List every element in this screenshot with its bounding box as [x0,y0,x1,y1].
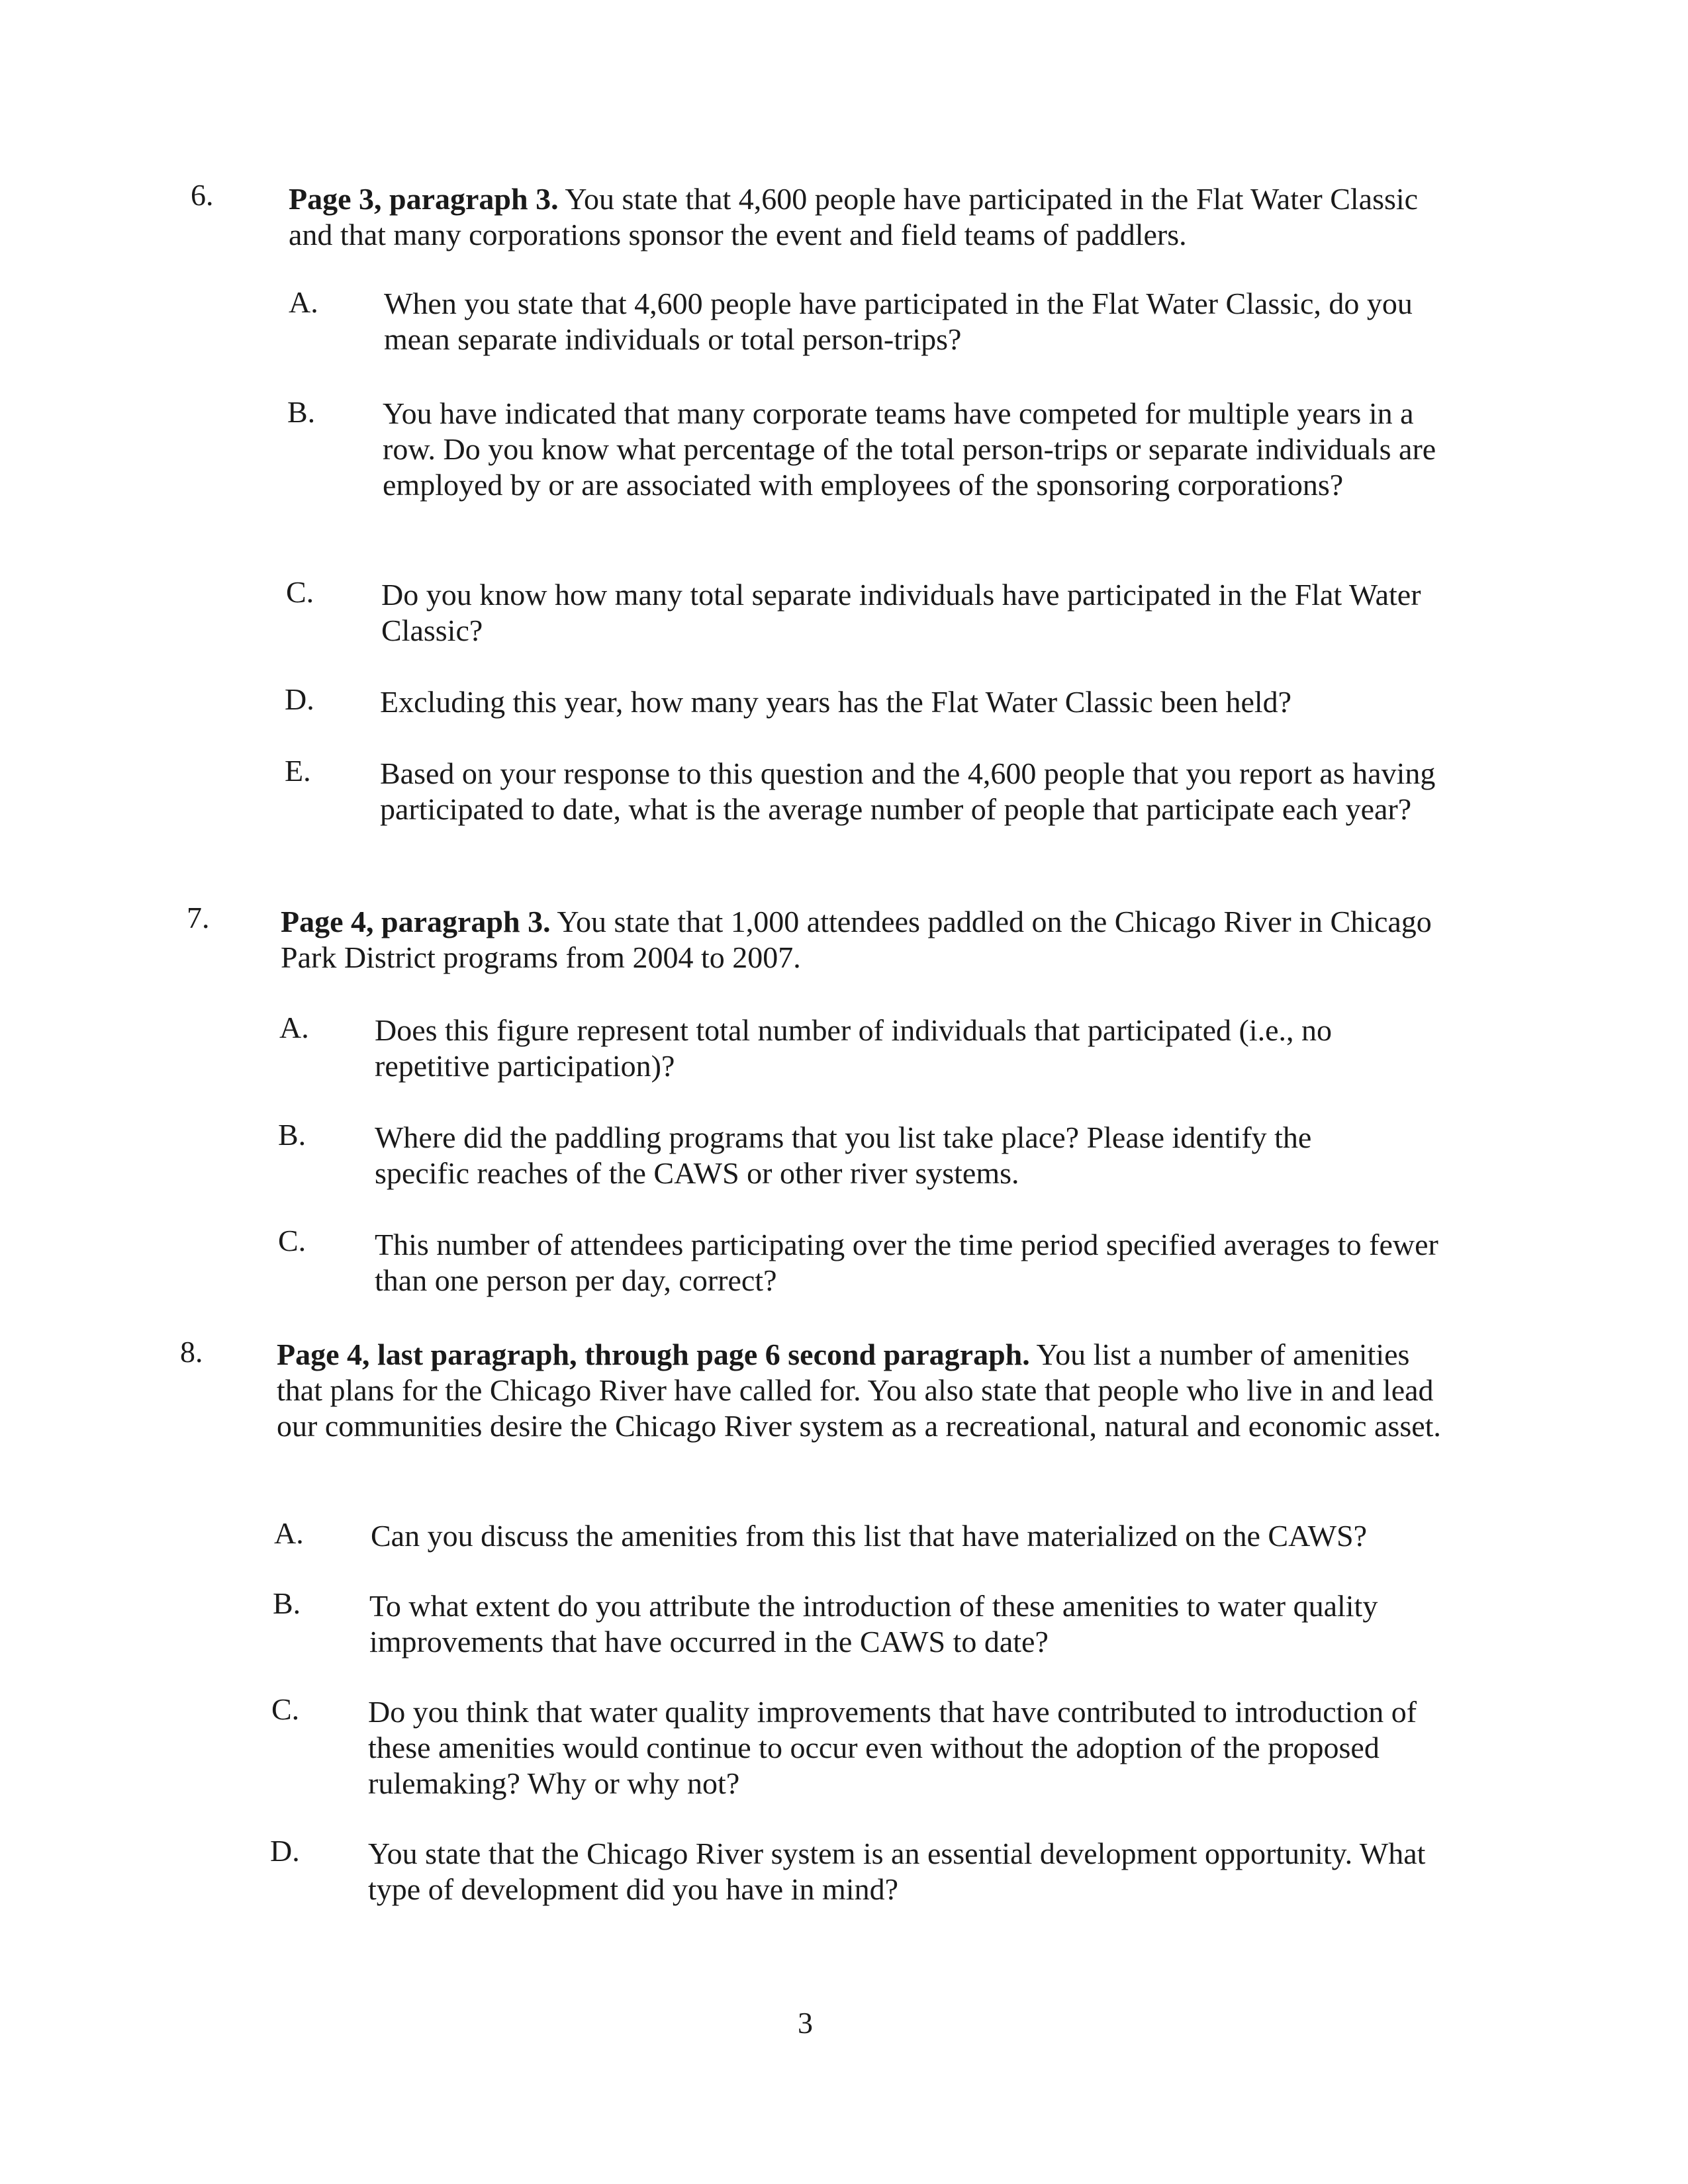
question-7-sub-c-text: This number of attendees participating over the time period specified averages to fewer than one person per day, correct? [375,1228,1438,1297]
question-7-heading: Page 4, paragraph 3. [281,905,551,938]
question-6-heading: Page 3, paragraph 3. [289,182,559,216]
question-8-sub-c-text: Do you think that water quality improvements that have contributed to introduction of these amenities would continue to occur even without the adoption of the proposed rulemaking? Why or why not? [368,1695,1417,1800]
question-7-sub-b-letter: B. [278,1118,306,1152]
question-6-sub-d-letter: D. [285,682,314,716]
question-6-sub-c-text: Do you know how many total separate individuals have participated in the Flat Water Classic? [381,578,1421,647]
question-6-sub-a-letter: A. [289,285,318,319]
question-6-sub-e-letter: E. [285,754,311,788]
question-7-sub-b-text: Where did the paddling programs that you list take place? Please identify the specific reaches of the CAWS or other river systems. [375,1120,1312,1190]
question-6-text [289,181,1454,253]
question-7-sub-c-letter: C. [278,1224,306,1257]
question-8-sub-d-text: You state that the Chicago River system is an essential development opportunity. What type of development did you have in mind? [368,1837,1426,1906]
question-6-sub-c-letter: C. [286,575,314,609]
question-6-sub-a-text: When you state that 4,600 people have participated in the Flat Water Classic, do you mean separate individuals or total person-trips? [384,287,1413,356]
question-7-number: 7. [187,901,210,934]
question-8-body: You list a number of amenities that plans for the Chicago River have called for. You also state that people who live in and lead our communities desire the Chicago River system as a recreational, natural and economic asset. [277,1338,1441,1443]
question-6-sub-b-letter: B. [287,395,316,429]
question-8-sub-a-text: Can you discuss the amenities from this list that have materialized on the CAWS? [371,1519,1368,1553]
question-8-number: 8. [180,1335,203,1369]
question-8-text [277,1337,1442,1444]
question-8-sub-c-letter: C. [271,1692,300,1726]
page-number: 3 [798,2006,813,2040]
question-6-sub-e-text: Based on your response to this question and the 4,600 people that you report as having participated to date, what is the average number of people that participate each year? [380,756,1436,826]
question-8-sub-b-text: To what extent do you attribute the introduction of these amenities to water quality improvements that have occurred in the CAWS to date? [369,1589,1378,1659]
question-7-sub-a-text: Does this figure represent total number of individuals that participated (i.e., no repetitive participation)? [375,1013,1333,1083]
question-8-sub-a-letter: A. [274,1516,304,1550]
question-6-number: 6. [191,178,214,212]
question-6-sub-b-text: You have indicated that many corporate teams have competed for multiple years in a row. Do you know what percentage of the total person-trips or separate individuals are employed by or are associated with employees of the sponsoring corporations? [383,396,1436,502]
question-7-sub-a-letter: A. [279,1011,309,1044]
question-7-body: You state that 1,000 attendees paddled on the Chicago River in Chicago Park District programs from 2004 to 2007. [281,905,1432,974]
question-8-heading: Page 4, last paragraph, through page 6 second paragraph. [277,1338,1030,1371]
question-7-text [281,904,1432,976]
question-6-body: You state that 4,600 people have participated in the Flat Water Classic and that many corporations sponsor the event and field teams of paddlers. [289,182,1419,251]
question-8-sub-b-letter: B. [273,1586,301,1620]
question-8-sub-d-letter: D. [270,1834,300,1868]
question-6-sub-d-text: Excluding this year, how many years has the Flat Water Classic been held? [380,685,1292,719]
